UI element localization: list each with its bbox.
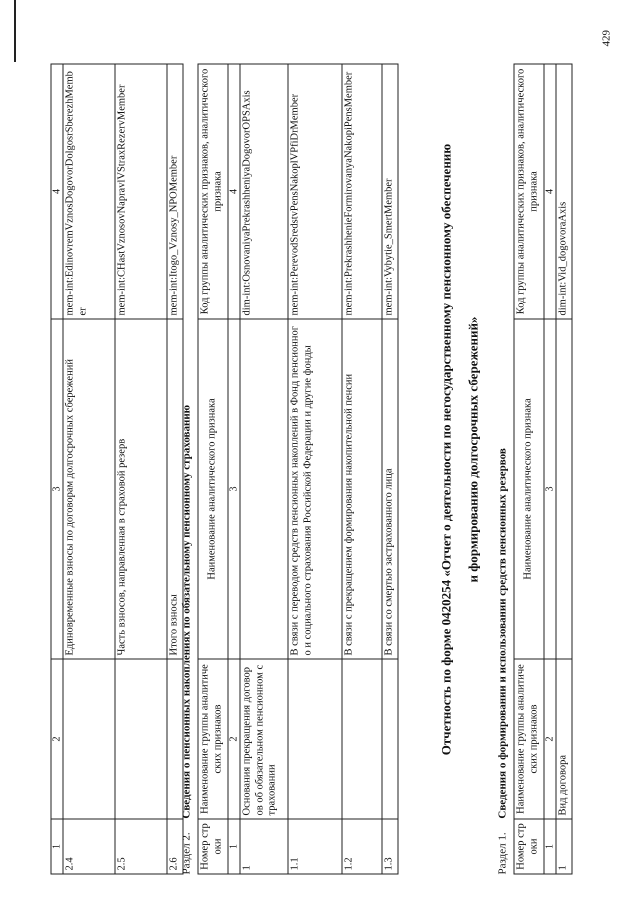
col-num: 4 <box>544 64 556 319</box>
row-group <box>63 659 115 819</box>
col-num: 3 <box>228 319 240 659</box>
row-name: В связи с прекращением формирования накопительной пенсии <box>342 319 382 659</box>
row-code: mem-int:Itogo_Vznosy_NPOMember <box>167 64 183 319</box>
row-name: Итого взносы <box>167 319 183 659</box>
rotated-content <box>1 0 640 905</box>
table-top <box>51 64 184 875</box>
table-row <box>288 64 342 874</box>
col-num: 3 <box>544 319 556 659</box>
row-code: mem-int:EdinovremVznosDogovorDolgosrSberezhMember <box>63 64 115 319</box>
table-number-row <box>544 64 556 874</box>
table-number-row <box>228 64 240 874</box>
header-cell: Наименование группы аналитических признаков <box>198 659 228 819</box>
row-number: 1.1 <box>288 819 342 874</box>
section1-heading <box>497 55 509 875</box>
table-header-row <box>514 64 544 874</box>
row-group <box>342 659 382 819</box>
section1-title: Сведения о формировании и использовании средств пенсионных резервов <box>496 448 509 819</box>
row-code: mem-int:Vybytie_SmertMember <box>382 64 398 319</box>
row-group: Основания прекращения договоров об обязательном пенсионном страховании <box>240 659 288 819</box>
header-cell: Код группы аналитических признаков, аналитического признака <box>514 64 544 319</box>
row-number: 1 <box>556 819 572 874</box>
table-section2 <box>198 64 399 875</box>
col-num: 4 <box>51 64 63 319</box>
row-name <box>240 319 288 659</box>
col-num: 2 <box>228 659 240 819</box>
report-heading-line1: Отчетность по форме 0420254 «Отчет о деятельности по негосударственному пенсионному обеспечению <box>438 143 454 756</box>
header-cell: Номер строки <box>514 819 544 874</box>
header-cell: Код группы аналитических признаков, аналитического признака <box>198 64 228 319</box>
table-row <box>342 64 382 874</box>
table-row <box>115 64 167 874</box>
col-num: 3 <box>51 319 63 659</box>
section2-heading <box>181 55 193 875</box>
section2-title: Сведения о пенсионных накоплениях по обязательному пенсионному страхованию <box>180 404 193 819</box>
table-row <box>556 64 572 874</box>
table-row <box>240 64 288 874</box>
row-group <box>288 659 342 819</box>
table-row <box>382 64 398 874</box>
row-number: 2.6 <box>167 819 183 874</box>
row-name: В связи со смертью застрахованного лица <box>382 319 398 659</box>
row-group: Вид договора <box>556 659 572 819</box>
row-code: mem-int:PerevodSredstvPensNakoplVPfiDrMember <box>288 64 342 319</box>
col-num: 1 <box>51 819 63 874</box>
col-num: 4 <box>228 64 240 319</box>
header-cell: Номер строки <box>198 819 228 874</box>
col-num: 1 <box>544 819 556 874</box>
row-name: Часть взносов, направленная в страховой резерв <box>115 319 167 659</box>
section1-label: Раздел 1. <box>496 832 509 875</box>
table-top-number-row <box>51 64 63 874</box>
row-name <box>556 319 572 659</box>
row-number: 2.5 <box>115 819 167 874</box>
header-cell: Наименование аналитического признака <box>198 319 228 659</box>
row-code: dim-int:Vid_dogovoraAxis <box>556 64 572 319</box>
row-code: mem-int:CHastVznosovNapravlVStraxRezervMember <box>115 64 167 319</box>
row-group <box>382 659 398 819</box>
table-header-row <box>198 64 228 874</box>
report-heading-line2: и формированию долгосрочных сбережений» <box>465 316 481 583</box>
row-number: 1.2 <box>342 819 382 874</box>
header-cell: Наименование аналитического признака <box>514 319 544 659</box>
row-code: dim-int:OsnovaniyaPrekrashheniyaDogovorOPSAxis <box>240 64 288 319</box>
table-row <box>63 64 115 874</box>
row-group <box>115 659 167 819</box>
row-number: 1 <box>240 819 288 874</box>
col-num: 2 <box>544 659 556 819</box>
page-number: 429 <box>600 30 613 47</box>
row-name: В связи с переводом средств пенсионных накоплений в Фонд пенсионного и социального страхования Российской Федерации и другие фонды <box>288 319 342 659</box>
header-cell: Наименование группы аналитических признаков <box>514 659 544 819</box>
col-num: 1 <box>228 819 240 874</box>
row-code: mem-int:PrekrashhenieFormirovanyaNakopiPensMember <box>342 64 382 319</box>
col-num: 2 <box>51 659 63 819</box>
section2-label: Раздел 2. <box>180 832 193 875</box>
row-number: 2.4 <box>63 819 115 874</box>
table-section1 <box>514 64 573 875</box>
row-name: Единовременные взносы по договорам долгосрочных сбережений <box>63 319 115 659</box>
row-number: 1.3 <box>382 819 398 874</box>
